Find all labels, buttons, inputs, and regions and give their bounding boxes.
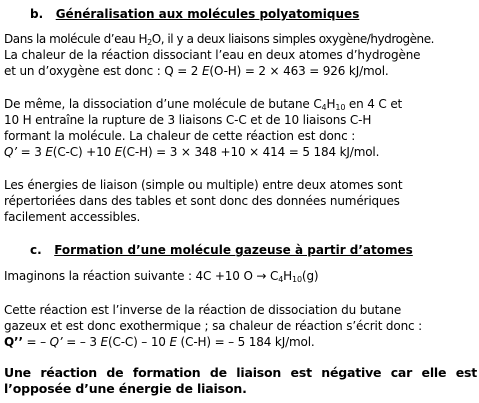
conclusion-line1: Une réaction de formation de liaison est négative car elle est	[4, 365, 477, 380]
section-c-title: Formation d’une molécule gazeuse à partir d’atomes	[54, 243, 413, 257]
para1-line2: La chaleur de la réaction dissociant l’eau en deux atomes d’hydrogène	[4, 48, 421, 62]
para2-line1: De même, la dissociation d’une molécule de butane $C_4H_{10}$ en 4 C et	[4, 97, 403, 112]
section-c-marker: c.	[30, 243, 42, 257]
para5-line1: Cette réaction est l’inverse de la réaction de dissociation du butane	[4, 303, 402, 317]
para3-line2: répertoriées dans des tables et sont donc des données numériques	[4, 194, 400, 208]
section-b-title: Généralisation aux molécules polyatomiques	[55, 7, 360, 21]
para2-line4: Q’ = 3 E(C-C) +10 E(C-H) = 3 × 348 +10 × 414 = 5 184 kJ/mol.	[4, 145, 380, 159]
section-b-marker: b.	[30, 7, 44, 21]
para4-reaction: Imaginons la réaction suivante : 4C +10 $O \to C_4H_{10}(g)$	[4, 269, 319, 284]
para5-line2: gazeux et est donc exothermique ; sa chaleur de réaction s’écrit donc :	[4, 319, 423, 333]
para3-line1: Les énergies de liaison (simple ou multiple) entre deux atomes sont	[4, 178, 403, 192]
para3-line3: facilement accessibles.	[4, 210, 141, 224]
para2-line3: formant la molécule. La chaleur de cette réaction est donc :	[4, 129, 356, 143]
para2-line2: 10 H entraîne la rupture de 3 liaisons C-C et de 10 liaisons C-H	[4, 113, 372, 127]
section-c-heading	[30, 242, 477, 258]
section-b-heading	[30, 6, 477, 22]
para5-line3: Q’’ = – Q’ = – 3 E(C-C) – 10 E (C-H) = – 5 184 kJ/mol.	[4, 335, 315, 349]
para1-line3: et un d’oxygène est donc : Q = 2 E(O-H) = 2 × 463 = 926 kJ/mol.	[4, 64, 389, 78]
conclusion-line2: l’opposée d’une énergie de liaison.	[4, 381, 247, 396]
para1-line1: Dans la molécule d’eau $H_2O$, il y a deux liaisons simples oxygène/hydrogène.	[4, 32, 435, 47]
